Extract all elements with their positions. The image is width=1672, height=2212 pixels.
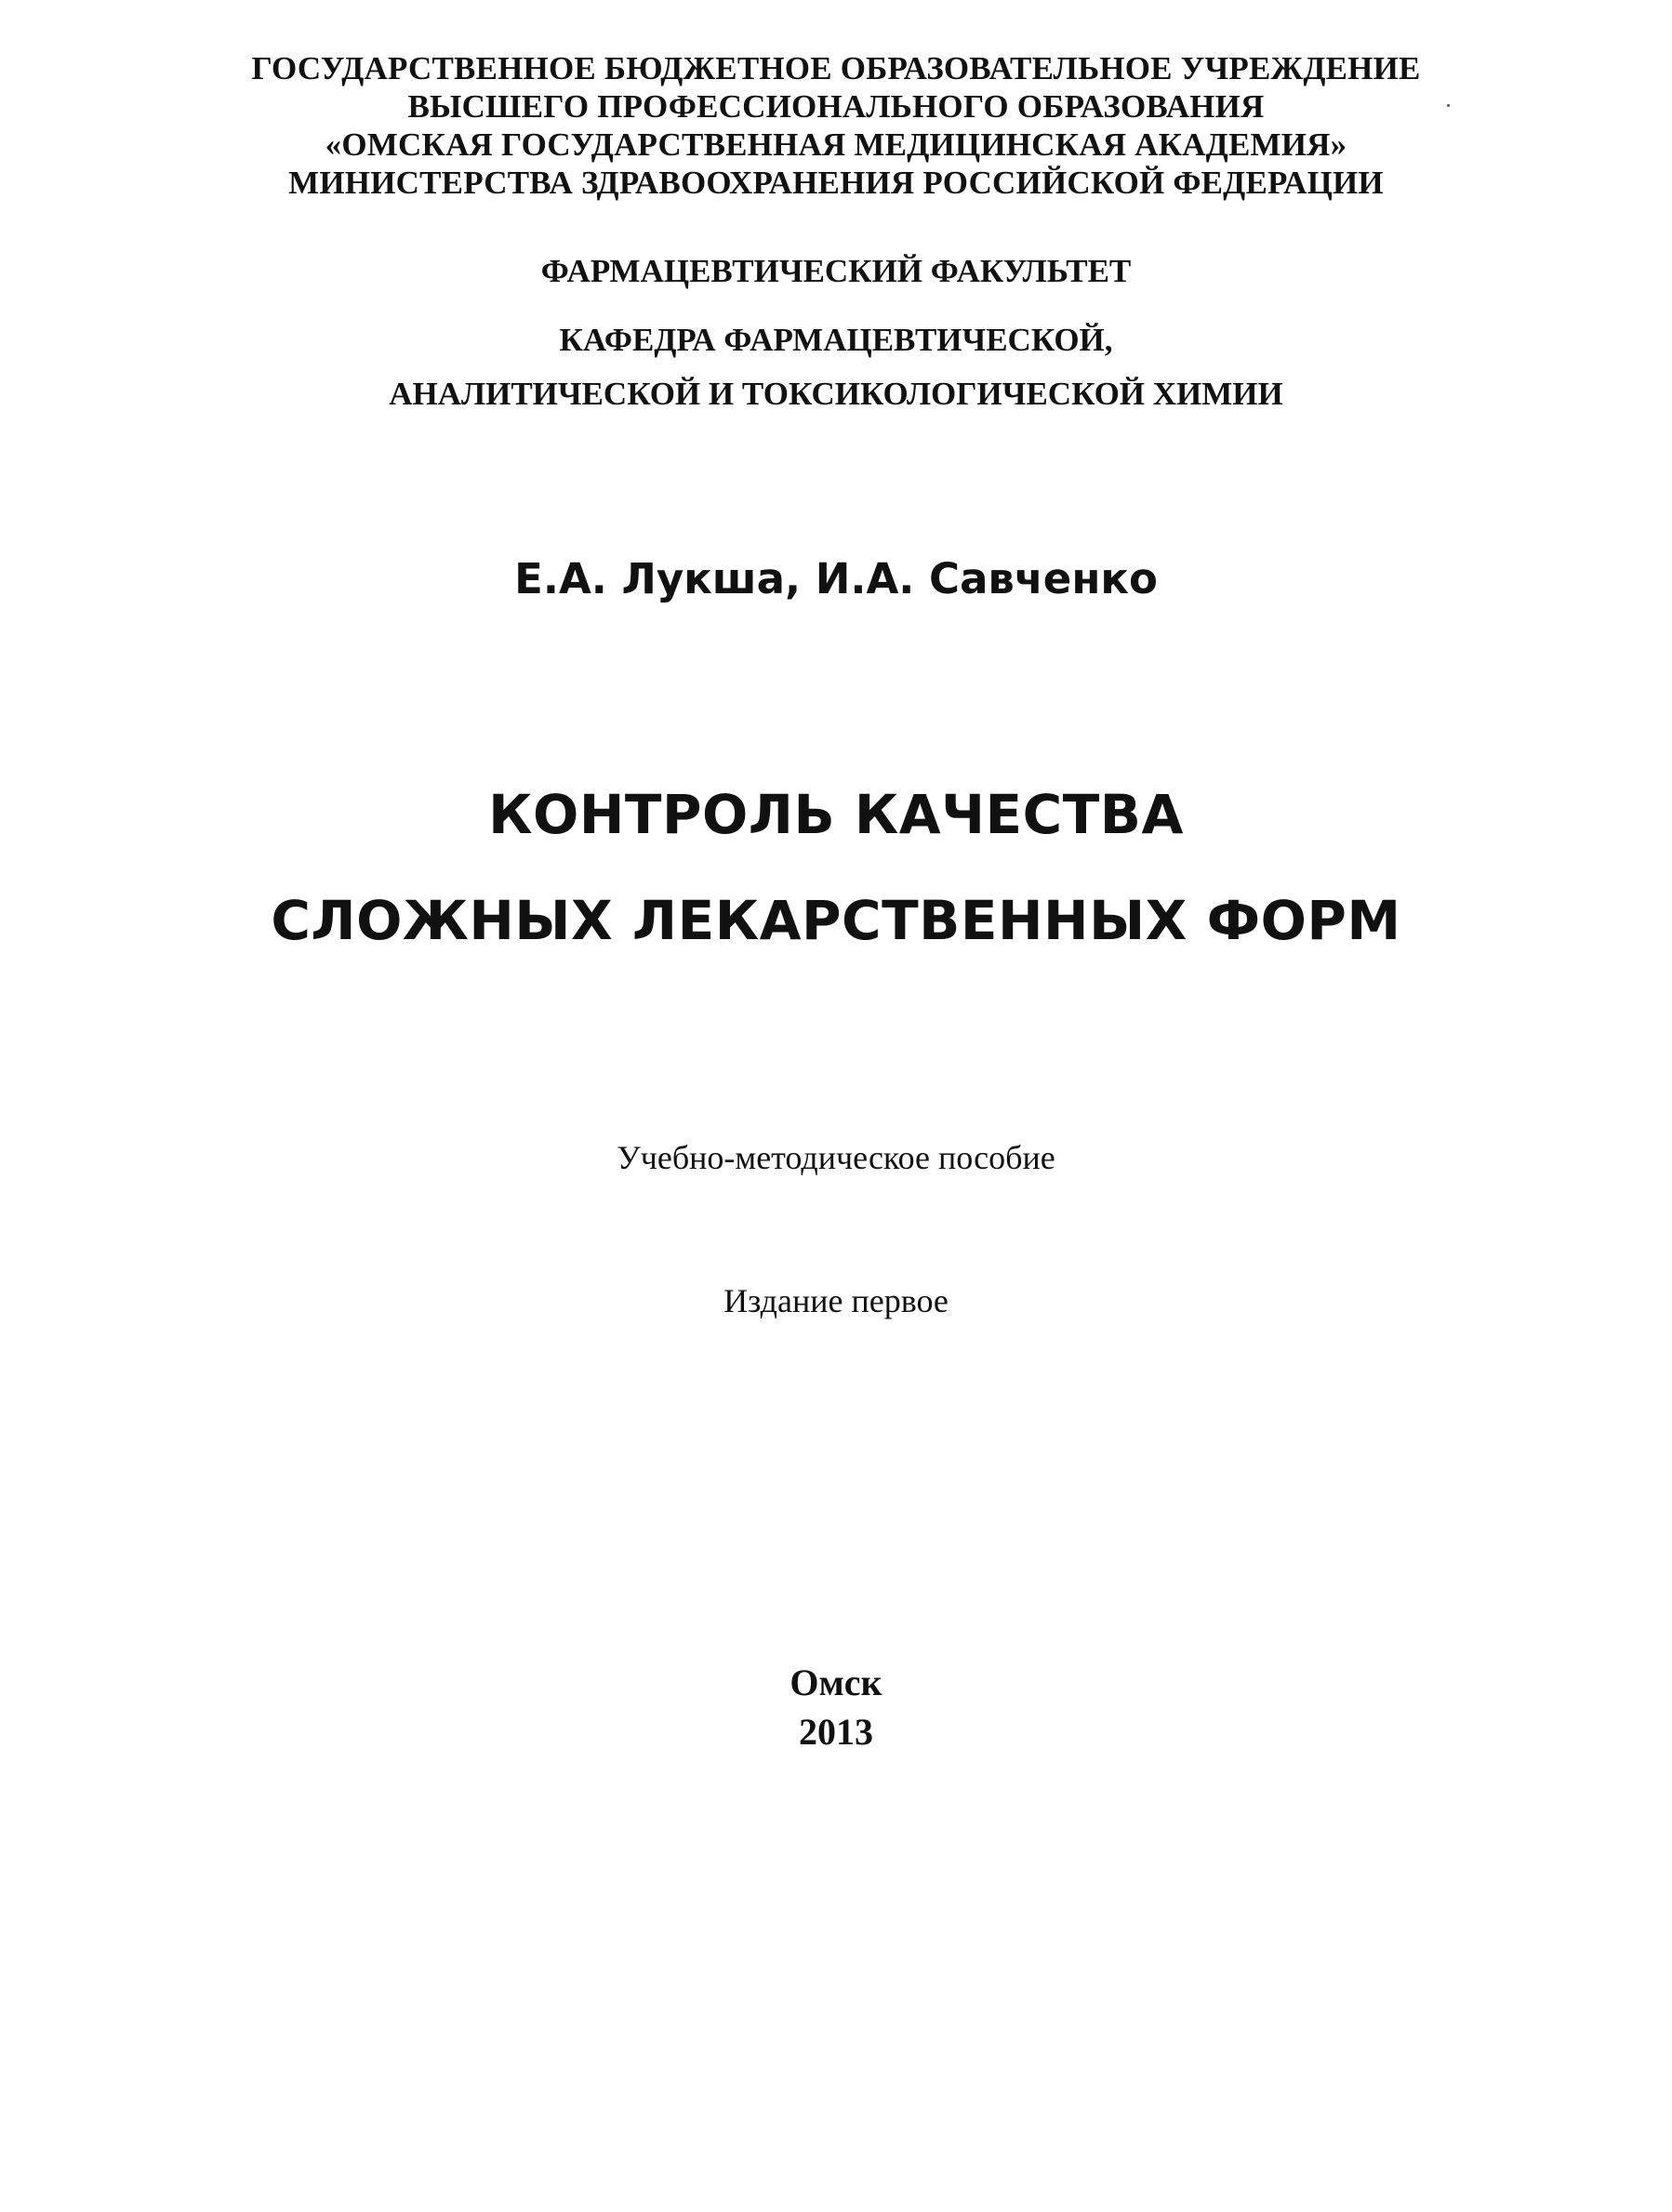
authors: Е.А. Лукша, И.А. Савченко <box>514 554 1158 603</box>
institution-line-3: «ОМСКАЯ ГОСУДАРСТВЕННАЯ МЕДИЦИНСКАЯ АКАДЕМИЯ» <box>325 126 1347 163</box>
department-line-2: АНАЛИТИЧЕСКОЙ И ТОКСИКОЛОГИЧЕСКОЙ ХИМИИ <box>389 376 1283 412</box>
edition: Издание первое <box>723 1282 949 1319</box>
institution-line-2: ВЫСШЕГО ПРОФЕССИОНАЛЬНОГО ОБРАЗОВАНИЯ <box>407 88 1265 125</box>
publication-city: Омск <box>790 1662 882 1703</box>
institution-line-4: МИНИСТЕРСТВА ЗДРАВООХРАНЕНИЯ РОССИЙСКОЙ ФЕДЕРАЦИИ <box>288 165 1384 201</box>
scan-speck <box>1447 104 1450 107</box>
publication-year: 2013 <box>799 1711 873 1753</box>
book-title-line-2: СЛОЖНЫХ ЛЕКАРСТВЕННЫХ ФОРМ <box>271 889 1401 952</box>
department-line-1: КАФЕДРА ФАРМАЦЕВТИЧЕСКОЙ, <box>559 322 1113 358</box>
faculty-heading: ФАРМАЦЕВТИЧЕСКИЙ ФАКУЛЬТЕТ <box>540 253 1132 289</box>
institution-line-1: ГОСУДАРСТВЕННОЕ БЮДЖЕТНОЕ ОБРАЗОВАТЕЛЬНОЕ УЧРЕЖДЕНИЕ <box>251 50 1421 86</box>
book-title-line-1: КОНТРОЛЬ КАЧЕСТВА <box>488 783 1184 846</box>
publication-type: Учебно-методическое пособие <box>617 1139 1055 1176</box>
